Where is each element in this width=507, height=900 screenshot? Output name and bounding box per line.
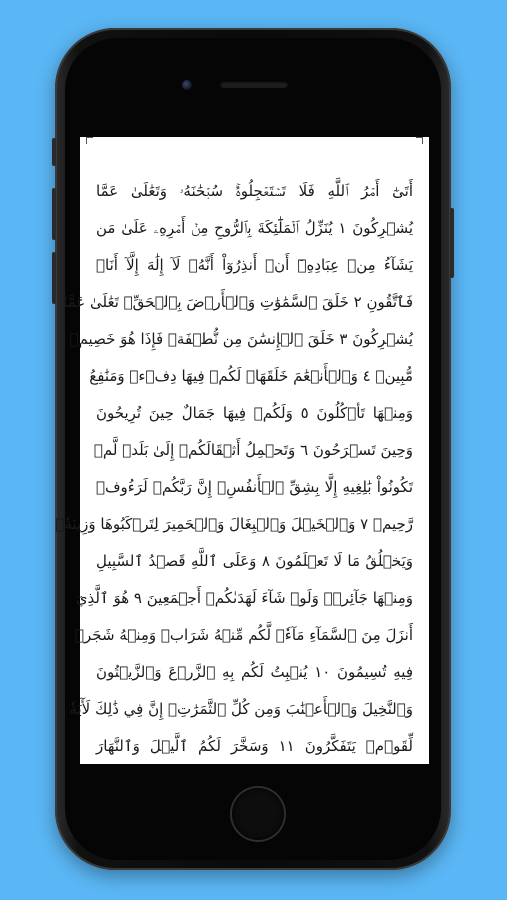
verse-line: فِيهِ تُسِيمُونَ ١٠ يُنۢبِتُ لَكُم بِهِ ٱلزَّرۡعَ وَٱلزَّيۡتُونَ [96,663,413,681]
verse-line: يَشَآءُ مِنۡ عِبَادِهِۦٓ أَنۡ أَنذِرُوٓاْ أَنَّهُۥ لَآ إِلَٰهَ إِلَّآ أَنَا۠ [96,256,413,274]
verse-line: وَمِنۡهَا جَآئِرٞۚ وَلَوۡ شَآءَ لَهَدَىٰكُمۡ أَجۡمَعِينَ ٩ هُوَ ٱلَّذِيٓ [75,589,413,607]
verse-line: مُّبِينٞ ٤ وَٱلۡأَنۡعَٰمَ خَلَقَهَاۖ لَكُمۡ فِيهَا دِفۡءٞ وَمَنَٰفِعُ [89,367,413,385]
volume-down-button [52,252,56,304]
page-corner-left-icon [86,137,93,144]
home-button[interactable] [232,788,284,840]
verse-line: أَنزَلَ مِنَ ٱلسَّمَآءِ مَآءٗۖ لَّكُم مِّنۡهُ شَرَابٞ وَمِنۡهُ شَجَرٞ [75,626,413,644]
silent-switch [52,138,56,166]
verse-line: وَيَخۡلُقُ مَا لَا تَعۡلَمُونَ ٨ وَعَلَى ٱللَّهِ قَصۡدُ ٱلسَّبِيلِ [96,552,413,570]
verse-line: لِّقَوۡمٖ يَتَفَكَّرُونَ ١١ وَسَخَّرَ لَكُمُ ٱلَّيۡلَ وَٱلنَّهَارَ [96,737,413,755]
verse-line: وَحِينَ تَسۡرَحُونَ ٦ وَتَحۡمِلُ أَثۡقَالَكُمۡ إِلَىٰ بَلَدٖ لَّمۡ [93,441,413,459]
verse-line: أَتَىٰٓ أَمۡرُ ٱللَّهِ فَلَا تَسۡتَعۡجِلُوهُۚ سُبۡحَٰنَهُۥ وَتَعَٰلَىٰ عَمَّا [96,182,413,200]
quran-page-text [55,173,413,765]
quran-page-screen[interactable] [55,137,429,764]
verse-line: وَٱلنَّخِيلَ وَٱلۡأَعۡنَٰبَ وَمِن كُلِّ ٱلثَّمَرَٰتِۚ إِنَّ فِي ذَٰلِكَ لَأٓيَةٗ [69,700,413,718]
verse-line: تَكُونُواْ بَٰلِغِيهِ إِلَّا بِشِقِّ ٱلۡأَنفُسِۚ إِنَّ رَبَّكُمۡ لَرَءُوفٞ [96,478,413,496]
verse-line: فَٱتَّقُونِ ٢ خَلَقَ ٱلسَّمَٰوَٰتِ وَٱلۡأَرۡضَ بِٱلۡحَقِّۚ تَعَٰلَىٰ عَمَّا [63,293,413,311]
volume-up-button [52,188,56,240]
power-button [450,208,454,278]
page-corner-right-icon [416,137,423,144]
verse-line: وَمِنۡهَا تَأۡكُلُونَ ٥ وَلَكُمۡ فِيهَا جَمَالٌ حِينَ تُرِيحُونَ [96,404,413,422]
front-camera-icon [182,80,192,90]
earpiece-speaker [220,81,288,88]
verse-line: رَّحِيمٞ ٧ وَٱلۡخَيۡلَ وَٱلۡبِغَالَ وَٱلۡحَمِيرَ لِتَرۡكَبُوهَا وَزِينَةٗۚ [55,515,413,533]
verse-line: يُشۡرِكُونَ ٣ خَلَقَ ٱلۡإِنسَٰنَ مِن نُّطۡفَةٖ فَإِذَا هُوَ خَصِيمٞ [69,330,413,348]
verse-line: يُشۡرِكُونَ ١ يُنَزِّلُ ٱلۡمَلَٰٓئِكَةَ بِٱلرُّوحِ مِنۡ أَمۡرِهِۦ عَلَىٰ مَن [96,219,413,237]
